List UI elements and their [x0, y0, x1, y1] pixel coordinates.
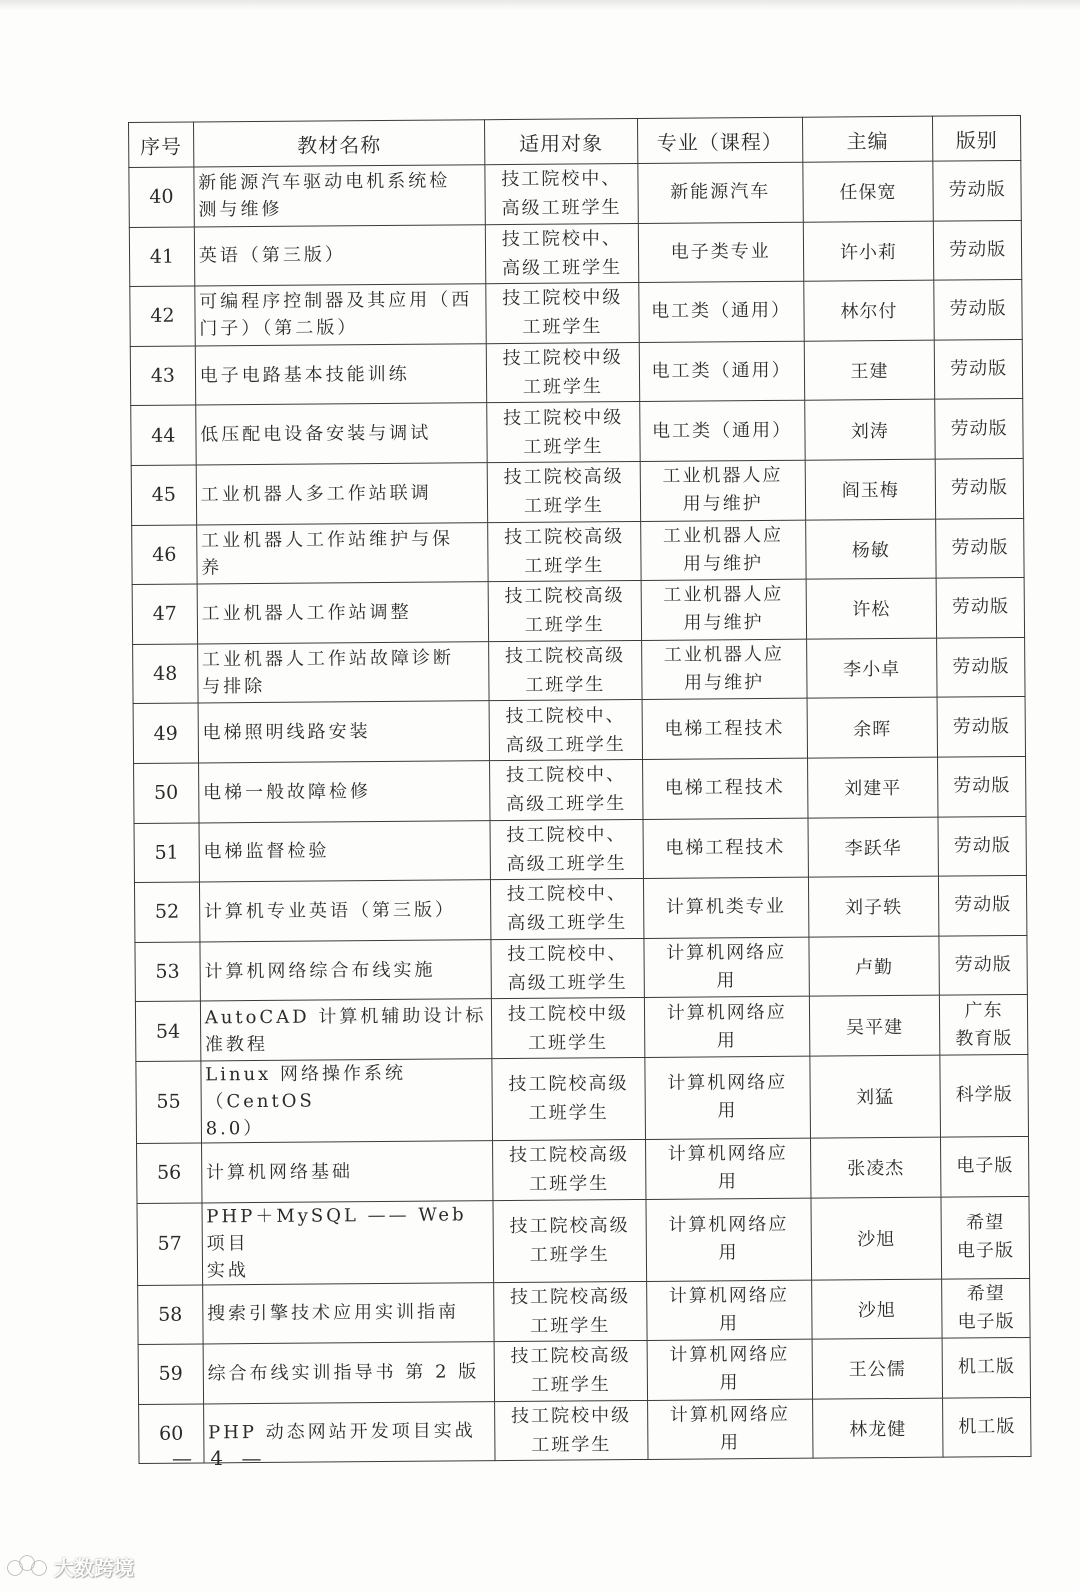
cell-major-line: 计算机网络应: [666, 1001, 787, 1024]
cell-textbook-name-line: AutoCAD 计算机辅助设计标: [204, 1004, 487, 1029]
cell-audience: [494, 1281, 647, 1342]
cell-textbook-name: [202, 1282, 494, 1344]
cell-textbook-name-line: 计算机专业英语（第三版）: [203, 899, 457, 923]
cell-editor: 刘涛: [804, 400, 935, 461]
cell-audience-line: 高级工班学生: [506, 793, 627, 816]
cell-serial: 46: [132, 525, 197, 585]
cell-publisher: [938, 756, 1026, 816]
cell-major-line: 新能源汽车: [670, 181, 771, 204]
table-row: [134, 756, 1026, 823]
header-editor: 主编: [802, 116, 933, 162]
cell-audience-line: 技工院校高级: [509, 1215, 630, 1238]
cell-editor: 王公儒: [812, 1338, 943, 1399]
cell-serial: 40: [129, 167, 194, 227]
cell-editor: 刘猛: [810, 1055, 941, 1138]
table-row: [136, 1054, 1029, 1143]
cell-textbook-name-line: 工业机器人工作站调整: [201, 601, 412, 625]
cell-major-line: 电梯工程技术: [665, 836, 786, 859]
cell-publisher-line: 劳动版: [948, 179, 1006, 201]
cell-audience-line: 技工院校高级: [510, 1345, 631, 1368]
cell-major: [643, 877, 808, 938]
cell-major-line: 计算机网络应: [667, 1072, 788, 1095]
cell-major: [637, 162, 802, 223]
cell-serial: 48: [133, 644, 198, 704]
cell-publisher-line: 劳动版: [952, 656, 1010, 678]
cell-publisher-line: 电子版: [956, 1155, 1014, 1177]
cell-serial: 58: [138, 1284, 203, 1344]
cell-publisher: [939, 935, 1027, 995]
cell-audience-line: 技工院校高级: [510, 1285, 631, 1308]
cell-publisher: [942, 1338, 1030, 1398]
cell-publisher: [940, 1054, 1028, 1137]
cell-textbook-name: [201, 1059, 493, 1143]
cell-audience-line: 工班学生: [523, 435, 604, 458]
cell-audience-line: 技工院校中、: [506, 883, 628, 906]
cell-audience-line: 高级工班学生: [507, 912, 628, 935]
cell-textbook-name-line: 综合布线实训指导书 第 2 版: [207, 1361, 480, 1385]
cell-audience-line: 工班学生: [522, 316, 603, 339]
cell-major: [641, 579, 806, 640]
cell-editor: 林尔付: [803, 280, 934, 341]
table-row: [134, 816, 1026, 883]
cell-editor: 任保宽: [802, 161, 933, 222]
cell-textbook-name-line: 低压配电设备安装与调试: [200, 422, 432, 446]
cell-major-line: 计算机网络应: [666, 941, 787, 964]
cell-audience: [490, 759, 643, 820]
cell-major: [646, 1280, 811, 1341]
cell-audience-line: 工班学生: [522, 376, 604, 398]
cell-publisher: [933, 160, 1021, 220]
cell-textbook-name-line: PHP＋MySQL —— Web 项目: [206, 1203, 467, 1254]
cell-editor: 沙旭: [811, 1197, 942, 1280]
cell-publisher-line: 劳动版: [950, 477, 1009, 499]
cell-textbook-name-line: 新能源汽车驱动电机系统检: [198, 170, 451, 194]
cell-major-line: 用: [719, 1372, 740, 1394]
cell-major: [640, 520, 805, 581]
cell-editor: 许松: [806, 578, 937, 639]
cell-textbook-name-line: 工业机器人工作站维护与保: [200, 528, 454, 552]
table-row: [135, 995, 1027, 1062]
cell-publisher: [943, 1397, 1031, 1457]
cell-major: [639, 401, 804, 462]
cell-audience-line: 技工院校中、: [501, 168, 622, 191]
cell-major-line: 电工类（通用）: [652, 419, 793, 442]
cell-publisher: [937, 697, 1025, 757]
cell-major-line: 用: [716, 1029, 737, 1052]
cell-editor: 卢勤: [809, 936, 940, 997]
cell-audience-line: 技工院校中级: [502, 347, 623, 370]
cell-major-line: 计算机类专业: [665, 896, 786, 919]
header-serial: 序号: [129, 122, 194, 168]
cell-audience-line: 高级工班学生: [505, 733, 626, 756]
cell-publisher-line: 希望: [966, 1282, 1005, 1305]
cell-audience-line: 高级工班学生: [507, 972, 628, 995]
cell-textbook-name: [200, 999, 492, 1061]
cell-audience-line: 工班学生: [528, 1031, 609, 1054]
cell-audience: [491, 879, 644, 940]
page-number: — 4 —: [172, 1446, 268, 1470]
table-row: [131, 399, 1023, 466]
cell-major: [647, 1399, 812, 1460]
cell-textbook-name-line: 工业机器人工作站故障诊断: [201, 647, 455, 671]
cell-major: [638, 222, 803, 283]
cell-textbook-name-line: 计算机网络综合布线实施: [204, 959, 436, 982]
cell-textbook-name: [197, 641, 489, 703]
cell-audience-line: 技工院校中级: [503, 406, 624, 429]
cell-textbook-name-line: 门子）（第二版）: [199, 317, 359, 340]
cell-audience-line: 技工院校高级: [504, 525, 625, 548]
cell-publisher-line: 机工版: [958, 1416, 1016, 1438]
cell-audience: [487, 461, 640, 522]
cell-textbook-name-line: 电梯监督检验: [203, 840, 330, 863]
cell-major: [647, 1339, 812, 1400]
cell-publisher: [942, 1278, 1030, 1338]
cell-publisher-line: 电子版: [956, 1240, 1015, 1262]
cell-major-line: 用: [718, 1242, 739, 1264]
cell-publisher: [936, 578, 1024, 638]
cell-audience-line: 工班学生: [529, 1244, 610, 1266]
cell-major-line: 计算机网络应: [668, 1213, 789, 1236]
cell-publisher-line: 劳动版: [950, 417, 1008, 440]
table-header-row: [129, 115, 1021, 167]
cell-major: [644, 996, 809, 1057]
table-row: [130, 339, 1022, 406]
table-row: [135, 935, 1027, 1002]
cell-textbook-name-line: Linux 网络操作系统（CentOS: [205, 1062, 407, 1113]
cell-textbook-name: [203, 1342, 495, 1404]
cell-publisher-line: 劳动版: [951, 596, 1010, 618]
cell-major-line: 计算机网络应: [668, 1284, 789, 1307]
cell-major-line: 用与维护: [682, 493, 763, 515]
cell-audience: [491, 938, 644, 999]
cell-major-line: 工业机器人应: [663, 584, 784, 607]
cell-publisher: [934, 280, 1022, 340]
textbook-table: [128, 115, 1032, 1464]
table-row: [133, 637, 1025, 704]
cell-major-line: 用: [716, 970, 737, 992]
cell-major: [643, 818, 808, 879]
cell-serial: 45: [131, 465, 196, 525]
cell-major-line: 工业机器人应: [663, 643, 784, 666]
cell-audience-line: 工班学生: [525, 674, 606, 696]
table-row: [129, 220, 1021, 287]
cell-editor: 刘建平: [807, 757, 938, 818]
cell-serial: 50: [134, 763, 199, 823]
cell-publisher: [940, 995, 1028, 1055]
table-row: [138, 1278, 1030, 1345]
cell-serial: 41: [129, 227, 194, 287]
cell-textbook-name-line: 工业机器人多工作站联调: [200, 482, 432, 506]
table-row: [137, 1196, 1030, 1285]
cell-textbook-name: [198, 701, 490, 763]
cell-publisher: [939, 876, 1027, 936]
cell-audience-line: 工班学生: [529, 1173, 610, 1196]
cell-audience: [492, 998, 645, 1059]
table-row: [132, 578, 1024, 645]
cell-textbook-name-line: 实战: [206, 1259, 249, 1281]
cell-audience-line: 技工院校中级: [507, 1002, 628, 1025]
cell-audience-line: 技工院校中、: [501, 228, 622, 250]
cell-audience: [486, 342, 639, 403]
cell-publisher-line: 劳动版: [952, 715, 1010, 738]
cell-textbook-name-line: 电梯照明线路安装: [202, 721, 371, 744]
cell-textbook-name: [196, 522, 488, 584]
cell-publisher-line: 劳动版: [953, 834, 1011, 857]
cell-serial: 60: [139, 1404, 204, 1464]
cell-major-line: 工业机器人应: [662, 465, 783, 488]
cell-editor: 李小卓: [806, 638, 937, 699]
cell-major: [645, 1056, 811, 1139]
cell-publisher: [938, 816, 1026, 876]
cell-editor: 李跃华: [808, 817, 939, 878]
cell-textbook-name: [200, 939, 492, 1001]
cell-publisher-line: 广东: [964, 999, 1003, 1022]
header-major: 专业（课程）: [637, 117, 802, 163]
cell-major: [644, 937, 809, 998]
cell-serial: 43: [130, 346, 195, 406]
cell-textbook-name: [195, 403, 487, 465]
cell-editor: 杨敏: [805, 519, 936, 580]
cell-audience-line: 技工院校中、: [505, 764, 627, 787]
cell-editor: 刘子轶: [808, 876, 939, 937]
table-body: [129, 160, 1031, 1463]
cell-audience-line: 高级工班学生: [501, 257, 623, 279]
cell-audience-line: 技工院校中、: [507, 943, 628, 966]
cell-major: [642, 758, 807, 819]
cell-editor: 张凌杰: [810, 1137, 941, 1198]
table-row: [132, 518, 1024, 585]
watermark: [6, 1552, 134, 1581]
cell-audience: [485, 163, 638, 224]
cell-major-line: 电梯工程技术: [664, 717, 785, 740]
cell-audience-line: 工班学生: [530, 1374, 611, 1397]
cell-editor: 余晖: [807, 698, 938, 759]
cell-textbook-name-line: 电梯一般故障检修: [202, 780, 372, 804]
cell-publisher-line: 希望: [966, 1212, 1005, 1234]
cell-publisher-line: 劳动版: [953, 775, 1011, 797]
table-row: [131, 458, 1023, 525]
cell-major-line: 电工类（通用）: [651, 359, 792, 382]
cell-major: [645, 1138, 810, 1199]
cell-audience: [489, 700, 642, 761]
cell-major-line: 用: [719, 1313, 740, 1335]
cell-publisher-line: 劳动版: [949, 298, 1007, 321]
table-row: [139, 1397, 1031, 1464]
cell-audience-line: 技工院校中级: [510, 1405, 632, 1428]
table-row: [130, 280, 1022, 347]
cell-audience: [486, 283, 639, 344]
cell-audience-line: 技工院校中、: [506, 823, 627, 846]
cell-serial: 47: [132, 584, 197, 644]
cell-textbook-name: [195, 343, 487, 405]
cell-publisher-line: 劳动版: [954, 894, 1012, 916]
cell-textbook-name-line: 8.0）: [205, 1117, 265, 1140]
cell-audience-line: 技工院校中、: [505, 704, 626, 727]
table-row: [133, 697, 1025, 764]
cell-serial: 59: [138, 1344, 203, 1404]
cell-audience-line: 工班学生: [523, 495, 605, 518]
cell-textbook-name: [199, 880, 491, 942]
cell-major-line: 用: [719, 1432, 741, 1454]
cell-serial: 52: [134, 882, 199, 942]
cell-serial: 55: [136, 1061, 201, 1144]
cell-publisher: [937, 637, 1025, 697]
cell-major-line: 工业机器人应: [662, 524, 783, 547]
cell-major: [639, 341, 804, 402]
cell-audience: [495, 1400, 648, 1461]
cell-major-line: 电工类（通用）: [651, 300, 792, 323]
cell-audience: [487, 402, 640, 463]
cell-textbook-name: [194, 165, 486, 227]
table-row: [134, 876, 1026, 943]
cell-audience: [490, 819, 643, 880]
cell-major: [646, 1198, 812, 1281]
cell-audience: [492, 1057, 645, 1140]
header-textbook-name: 教材名称: [193, 120, 485, 167]
cell-publisher-line: 科学版: [955, 1084, 1013, 1106]
cell-audience: [494, 1341, 647, 1402]
cell-textbook-name-line: 测与维修: [198, 199, 283, 221]
cell-audience-line: 工班学生: [524, 555, 605, 577]
cell-textbook-name: [196, 463, 488, 525]
cell-major: [640, 460, 805, 521]
cell-editor: 王建: [804, 340, 935, 401]
cell-audience-line: 技工院校高级: [508, 1144, 630, 1167]
cell-audience-line: 技工院校中级: [502, 287, 623, 310]
cell-editor: 林龙健: [812, 1398, 943, 1459]
cell-major-line: 用: [717, 1171, 739, 1193]
cell-textbook-name-line: 英语（第三版）: [198, 244, 346, 267]
cell-major-line: 计算机网络应: [667, 1143, 788, 1165]
cell-publisher: [934, 220, 1022, 280]
cell-audience-line: 技工院校高级: [504, 585, 625, 608]
cell-audience-line: 高级工班学生: [506, 852, 627, 875]
cell-textbook-name: [202, 1200, 494, 1284]
cell-major-line: 用与维护: [683, 612, 764, 635]
cell-audience: [489, 640, 642, 701]
cell-major: [642, 699, 807, 760]
cell-publisher-line: 机工版: [957, 1356, 1015, 1378]
cell-major-line: 用与维护: [683, 672, 765, 694]
cell-serial: 54: [135, 1001, 200, 1061]
cell-publisher-line: 劳动版: [949, 238, 1007, 261]
cell-major: [641, 639, 806, 700]
watermark-text: 大数跨境: [54, 1556, 134, 1580]
cell-publisher: [934, 339, 1022, 399]
page-top-edge: [0, 0, 1080, 10]
cell-editor: 沙旭: [811, 1279, 942, 1340]
cell-textbook-name: [197, 582, 489, 644]
cell-major-line: 计算机网络应: [669, 1403, 790, 1426]
table-row: [137, 1136, 1029, 1203]
cell-textbook-name: [198, 761, 490, 823]
cell-publisher-line: 劳动版: [949, 358, 1008, 380]
cell-textbook-name: [195, 284, 487, 346]
cell-publisher-line: 电子版: [957, 1310, 1015, 1333]
cell-publisher-line: 劳动版: [954, 954, 1012, 976]
cell-serial: 51: [134, 822, 199, 882]
cell-serial: 44: [131, 405, 196, 465]
cell-textbook-name-line: 计算机网络基础: [205, 1160, 354, 1184]
cell-audience-line: 工班学生: [530, 1315, 611, 1337]
cell-publisher: [941, 1196, 1029, 1279]
cell-audience: [488, 521, 641, 582]
cell-textbook-name-line: 准教程: [204, 1033, 269, 1056]
cell-audience-line: 技工院校高级: [505, 645, 626, 668]
cell-publisher-line: 劳动版: [951, 536, 1009, 559]
cell-audience: [488, 581, 641, 642]
cell-major-line: 用: [717, 1100, 738, 1122]
cell-editor: 吴平建: [809, 995, 940, 1056]
cell-serial: 42: [130, 286, 195, 346]
cell-textbook-name: [201, 1141, 493, 1203]
cell-editor: 许小莉: [803, 221, 934, 282]
cell-major-line: 用与维护: [683, 552, 764, 575]
cell-major-line: 电梯工程技术: [664, 777, 785, 800]
cell-audience: [485, 223, 638, 284]
header-audience: 适用对象: [485, 119, 638, 165]
cell-serial: 57: [137, 1202, 202, 1285]
cell-publisher: [941, 1136, 1029, 1196]
cell-audience-line: 工班学生: [528, 1102, 609, 1125]
cell-textbook-name-line: PHP 动态网站开发项目实战: [207, 1420, 476, 1444]
cell-major-line: 电子类专业: [670, 240, 771, 263]
cell-audience-line: 高级工班学生: [501, 197, 622, 220]
brand-logo-icon: [6, 1554, 50, 1580]
table-row: [138, 1338, 1030, 1405]
cell-audience: [493, 1199, 646, 1282]
cell-audience-line: 技工院校高级: [503, 466, 624, 489]
cell-textbook-name-line: 可编程序控制器及其应用（西: [199, 289, 473, 313]
cell-publisher: [936, 518, 1024, 578]
cell-textbook-name-line: 搜索引擎技术应用实训指南: [207, 1301, 460, 1325]
cell-publisher: [935, 399, 1023, 459]
cell-audience-line: 技工院校高级: [508, 1073, 629, 1096]
cell-serial: 49: [133, 703, 198, 763]
cell-serial: 53: [135, 942, 200, 1002]
cell-textbook-name: [199, 820, 491, 882]
cell-audience-line: 工班学生: [524, 614, 605, 637]
cell-major-line: 计算机网络应: [669, 1344, 790, 1367]
cell-editor: 阎玉梅: [805, 459, 936, 520]
cell-textbook-name-line: 电子电路基本技能训练: [199, 363, 410, 387]
table-row: [129, 160, 1021, 227]
header-publisher: 版别: [933, 115, 1021, 161]
cell-serial: 56: [137, 1143, 202, 1203]
cell-textbook-name-line: 养: [201, 557, 223, 579]
cell-audience-line: 工班学生: [531, 1434, 612, 1456]
cell-audience: [493, 1139, 646, 1200]
cell-textbook-name-line: 与排除: [202, 675, 266, 698]
cell-publisher: [935, 458, 1023, 518]
cell-major: [638, 281, 803, 342]
cell-publisher-line: 教育版: [955, 1027, 1013, 1050]
cell-textbook-name: [194, 224, 486, 286]
